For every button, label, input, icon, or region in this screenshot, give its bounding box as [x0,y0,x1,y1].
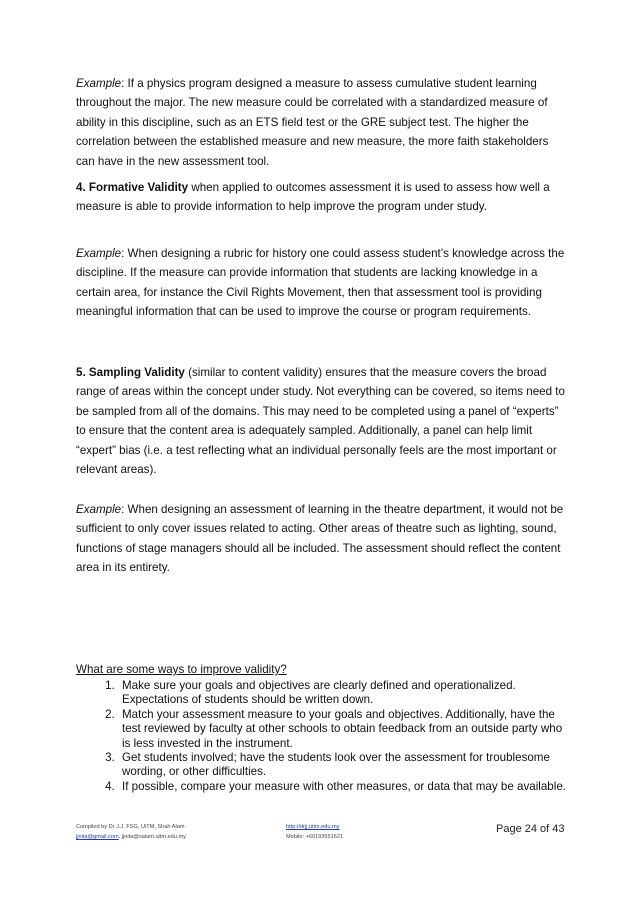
improve-validity-heading: What are some ways to improve validity? [76,663,287,676]
paragraph-text: : When designing a rubric for history one could assess student’s knowledge across the discipline. If the measure can provide information that students are lacking knowledge in a certain area, for instance the Civil Rights Movement, then that assessment tool is providing meaningful information that can be used to improve the course or program requirements. [76,247,565,319]
example-label: Example [76,503,122,516]
paragraph-text: : If a physics program designed a measure to assess cumulative student learning throughout the major. The new measure could be correlated with a standardized measure of ability in this discipline, such as an ETS field test or the GRE subject test. The higher the correlation between the established measure and new measure, the more faith stakeholders can have in the new assessment tool. [76,77,549,168]
paragraph-physics-example [76,74,570,171]
paragraph-text: (similar to content validity) ensures that the measure covers the broad range of areas within the concept under study. Not everything can be covered, so items need to be sampled from all of the domains. This may need to be completed using a panel of “experts” to ensure that the content area is adequately sampled. Additionally, a panel can help limit “expert” bias (i.e. a test reflecting what an individual personally feels are the most important or relevant areas). [76,366,565,477]
paragraph-text: when applied to outcomes assessment it is used to assess how well a measure is able to provide information to help improve the program under study. [76,181,550,214]
list-item: 2. Match your assessment measure to your goals and objectives. Additionally, have the test reviewed by faculty at other schools to obtain feedback from an outside party who is less invested in the instrument. [118,708,570,751]
list-item: 1. Make sure your goals and objectives are clearly defined and operationalized. Expectations of students should be written down. [118,679,570,708]
paragraph-sampling-validity [76,363,570,479]
footer-mobile: Mobile: +60193551621 [286,834,344,840]
page-number: Page 24 of 43 [496,823,565,835]
example-label: Example [76,77,122,90]
example-label: Example [76,247,122,260]
improve-validity-list [76,679,570,794]
footer-email-link[interactable]: jjnita@gmail.com [76,834,119,840]
paragraph-text: : When designing an assessment of learning in the theatre department, it would not be sufficient to only cover issues related to acting. Other areas of theatre such as lighting, sound, functions of stage managers should all be included. The assessment should reflect the content area in its entirety. [76,503,564,575]
footer-contact-info [286,822,343,842]
section-heading: 4. Formative Validity [76,181,189,194]
paragraph-formative-validity [76,178,570,217]
footer-compiled-by: Compiled by Dr J.J, FSG, UiTM, Shah Alam [76,824,185,830]
list-item: 3. Get students involved; have the students look over the assessment for troublesome wording, or other difficulties. [118,751,570,780]
footer-emails [76,832,186,842]
paragraph-history-example [76,244,570,322]
section-heading: 5. Sampling Validity [76,366,185,379]
paragraph-theatre-example [76,500,570,578]
list-item: 4. If possible, compare your measure with other measures, or data that may be available. [118,780,570,794]
footer-web-link[interactable]: http://drjj.uitm.edu.my [286,824,340,830]
footer-email-rest: , jjnita@salam.uitm.edu.my [118,834,186,840]
footer-compiler-info [76,822,186,842]
